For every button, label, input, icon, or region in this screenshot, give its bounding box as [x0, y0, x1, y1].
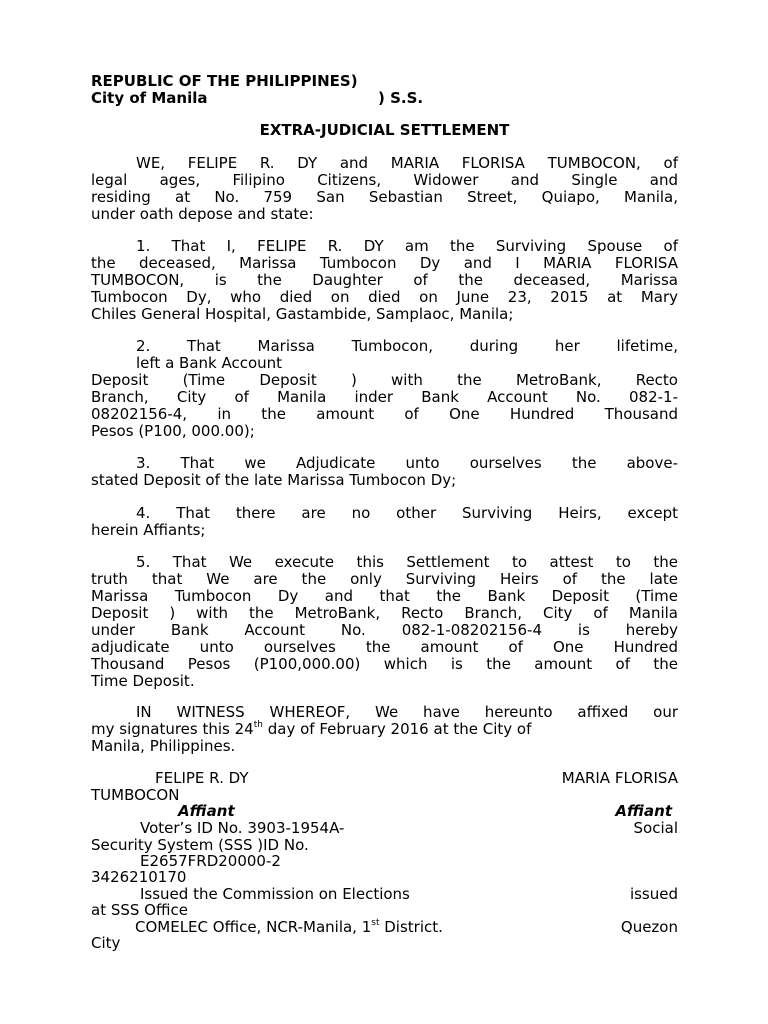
para2-line: 2. That Marissa Tumbocon, during her lifetime,: [136, 337, 678, 355]
comelec-office: COMELEC Office, NCR-Manila, 1: [135, 918, 372, 936]
para4-line: 4. That there are no other Surviving Heirs, except: [136, 504, 678, 522]
witness-line: IN WITNESS WHEREOF, We have hereunto affixed our: [136, 703, 678, 721]
city-part1: Quezon: [620, 918, 678, 936]
caption-ss: ) S.S.: [378, 89, 424, 107]
sss-label-part1: Social: [633, 819, 678, 837]
comelec-office-line: [135, 919, 443, 936]
intro-line: under oath depose and state:: [91, 205, 314, 223]
sss-label-part2: Security System (SSS )ID No.: [91, 836, 309, 854]
para2-line: left a Bank Account: [136, 354, 283, 372]
witness-line: Manila, Philippines.: [91, 737, 236, 755]
caption-city: City of Manila: [91, 89, 208, 107]
caption-city-line: [91, 90, 678, 107]
para2-line: Branch, City of Manila inder Bank Account No. 082-1-: [91, 388, 678, 406]
para2-line: Deposit (Time Deposit ) with the MetroBank, Recto: [91, 371, 678, 389]
affiant2-name-part2: TUMBOCON: [91, 786, 180, 804]
para1-line: 1. That I, FELIPE R. DY am the Surviving Spouse of: [136, 237, 678, 255]
issued-comelec: Issued the Commission on Elections: [140, 885, 410, 903]
para2-line: 08202156-4, in the amount of One Hundred Thousand: [91, 405, 678, 423]
document-title: EXTRA-JUDICIAL SETTLEMENT: [259, 121, 510, 139]
para4-line: herein Affiants;: [91, 521, 206, 539]
para5-line: truth that We are the only Surviving Heirs of the late: [91, 570, 678, 588]
para3-line: stated Deposit of the late Marissa Tumbocon Dy;: [91, 471, 457, 489]
issued-sss-part2: at SSS Office: [91, 901, 188, 919]
witness-text: day of February 2016 at the City of: [262, 720, 532, 738]
voter-id-line2: E2657FRD20000-2: [140, 852, 281, 870]
witness-line: [91, 721, 531, 738]
para5-line: Thousand Pesos (P100,000.00) which is the amount of the: [91, 655, 678, 673]
comelec-district: District.: [379, 918, 443, 936]
para2-line: Pesos (P100, 000.00);: [91, 422, 255, 440]
city-part2: City: [91, 934, 121, 952]
para5-line: under Bank Account No. 082-1-08202156-4 is hereby: [91, 621, 678, 639]
intro-line: residing at No. 759 San Sebastian Street, Quiapo, Manila,: [91, 188, 678, 206]
para5-line: Marissa Tumbocon Dy and that the Bank Deposit (Time: [91, 587, 678, 605]
para5-line: Deposit ) with the MetroBank, Recto Branch, City of Manila: [91, 604, 678, 622]
para5-line: Time Deposit.: [91, 672, 195, 690]
affiant2-name-part1: MARIA FLORISA: [561, 769, 678, 787]
affiant-label-left: Affiant: [178, 802, 235, 820]
affiant1-name: FELIPE R. DY: [155, 769, 249, 787]
witness-text: my signatures this 24: [91, 720, 254, 738]
para5-line: 5. That We execute this Settlement to attest to the: [136, 553, 678, 571]
witness-ordinal: th: [253, 720, 263, 730]
para5-line: adjudicate unto ourselves the amount of One Hundred: [91, 638, 678, 656]
caption-republic: REPUBLIC OF THE PHILIPPINES): [91, 72, 358, 90]
para1-line: TUMBOCON, is the Daughter of the deceased, Marissa: [91, 271, 678, 289]
comelec-ordinal: st: [371, 918, 380, 928]
issued-sss-part1: issued: [629, 885, 678, 903]
affiant-label-right: Affiant: [615, 802, 672, 820]
para1-line: the deceased, Marissa Tumbocon Dy and I MARIA FLORISA: [91, 254, 678, 272]
voter-id-line1: Voter’s ID No. 3903-1954A-: [140, 819, 345, 837]
sss-id-number: 3426210170: [91, 868, 187, 886]
para1-line: Chiles General Hospital, Gastambide, Samplaoc, Manila;: [91, 305, 514, 323]
intro-line: WE, FELIPE R. DY and MARIA FLORISA TUMBOCON, of: [136, 154, 678, 172]
para1-line: Tumbocon Dy, who died on died on June 23, 2015 at Mary: [91, 288, 678, 306]
para3-line: 3. That we Adjudicate unto ourselves the above-: [136, 454, 678, 472]
intro-line: legal ages, Filipino Citizens, Widower and Single and: [91, 171, 678, 189]
